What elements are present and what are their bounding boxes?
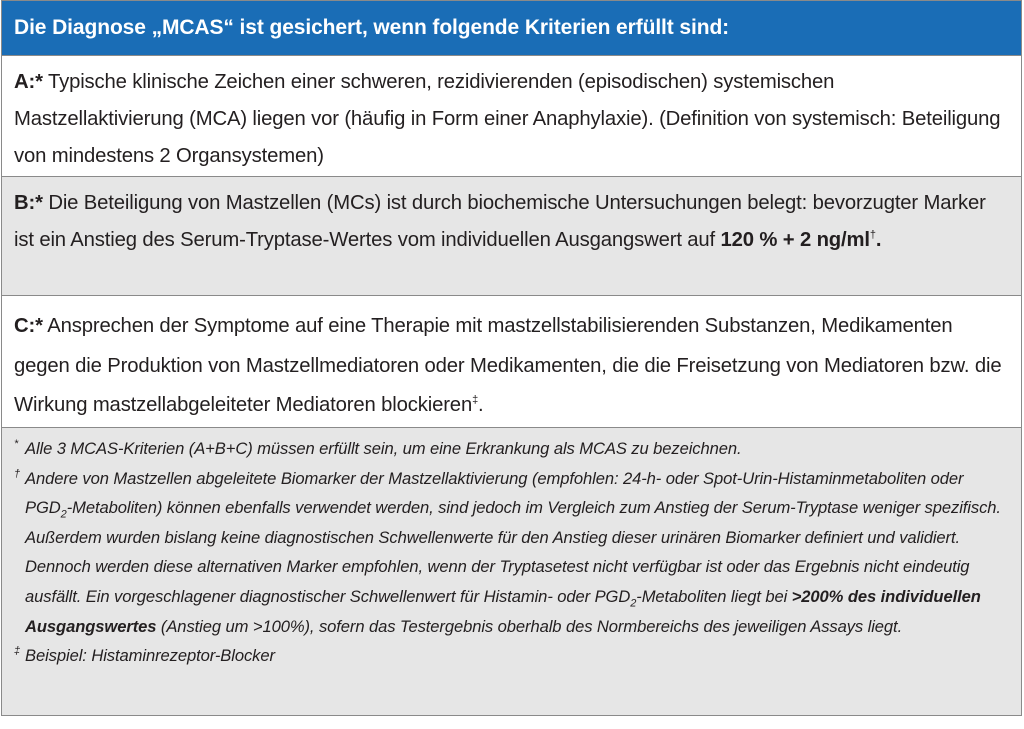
criterion-b-row	[2, 176, 1021, 295]
criterion-a-row	[2, 55, 1021, 176]
table-title: Die Diagnose „MCAS“ ist gesichert, wenn folgende Kriterien erfüllt sind:	[14, 16, 730, 39]
footnote-asterisk	[14, 434, 1007, 464]
footnote-dagger-mark: †	[14, 467, 21, 480]
footnote-double-dagger	[14, 641, 1007, 671]
criterion-b-label: B:*	[14, 192, 43, 214]
criterion-b-threshold: 120 % + 2 ng/ml	[720, 229, 870, 251]
footnote-dagger	[14, 464, 1007, 642]
footnote-dagger-threshold: >200% des individuellen Ausgangswertes	[25, 586, 981, 636]
criterion-b-footnote-mark: †	[869, 229, 876, 242]
criterion-c-label: C:*	[14, 315, 43, 337]
footnote-dagger-text-3: -Metaboliten liegt bei	[636, 586, 792, 606]
criterion-a-label: A:*	[14, 71, 43, 93]
mcas-criteria-table	[1, 0, 1022, 716]
criterion-c-end: .	[478, 394, 484, 416]
footnote-dagger-text-1: Andere von Mastzellen abgeleitete Biomarker der Mastzellaktivierung (empfohlen: 24-h- oder Spot-Urin-Histaminmetaboliten oder PGD	[25, 468, 964, 518]
footnote-dagger-text-2: -Metaboliten) können ebenfalls verwendet werden, sind jedoch im Vergleich zum Anstieg der Serum-Tryptase weniger spezifisch. Außerdem wurden bislang keine diagnostischen Schwellenwerte für den Anstieg dieser urinären Biomarker definiert und validiert. Dennoch werden diese alternativen Marker empfohlen, wenn der Tryptasetest nicht verfügbar ist oder das Ergebnis nicht eindeutig ausfällt. Ein vorgeschlagener diagnostischer Schwellenwert für Histamin- oder PGD	[25, 498, 1001, 606]
criterion-a-text: Typische klinische Zeichen einer schweren, rezidivierenden (episodischen) systemischen Mastzellaktivierung (MCA) liegen vor (häufig in Form einer Anaphylaxie). (Definition von systemisch: Beteiligung von mindestens 2 Organsystemen)	[14, 71, 1001, 167]
table-header	[2, 1, 1021, 55]
footnote-dagger-sub-2: 2	[630, 597, 637, 610]
criterion-c-footnote-mark: ‡	[472, 394, 479, 407]
footnote-dagger-text-4: (Anstieg um >100%), sofern das Testergebnis oberhalb des Normbereichs des jeweiligen Assays liegt.	[156, 616, 903, 636]
criterion-b-end: .	[875, 229, 882, 251]
footnote-double-dagger-mark: ‡	[14, 645, 21, 658]
criterion-b-text: Die Beteiligung von Mastzellen (MCs) ist durch biochemische Untersuchungen belegt: bevorzugter Marker ist ein Anstieg des Serum-Tryptase-Wertes vom individuellen Ausgangswert auf	[14, 192, 986, 251]
footnote-asterisk-mark: *	[14, 438, 19, 450]
footnotes-section	[2, 427, 1021, 715]
footnote-asterisk-text: Alle 3 MCAS-Kriterien (A+B+C) müssen erfüllt sein, um eine Erkrankung als MCAS zu bezeichnen.	[25, 439, 742, 458]
criterion-c-text: Ansprechen der Symptome auf eine Therapie mit mastzellstabilisierenden Substanzen, Medikamenten gegen die Produktion von Mastzellmediatoren oder Medikamenten, die die Freisetzung von Mediatoren bzw. die Wirkung mastzellabgeleiteter Mediatoren blockieren	[14, 315, 1002, 416]
criterion-c-row	[2, 295, 1021, 427]
footnote-dagger-sub-1: 2	[60, 508, 67, 521]
footnote-double-dagger-text: Beispiel: Histaminrezeptor-Blocker	[25, 646, 275, 666]
